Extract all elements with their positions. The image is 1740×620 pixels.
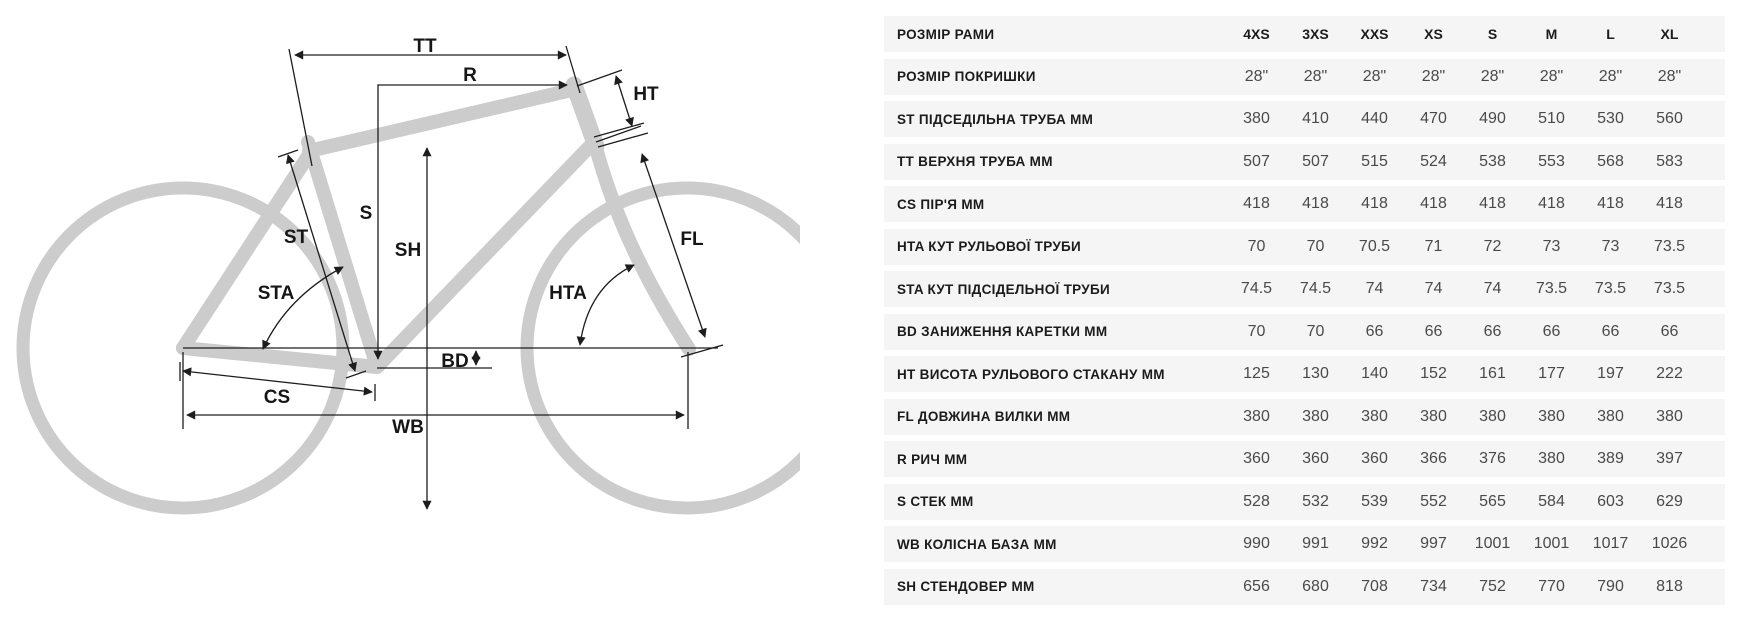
table-header-row <box>884 16 1725 52</box>
cell-value: 629 <box>1656 492 1683 510</box>
cell-value: 28" <box>1303 67 1328 85</box>
head-tube <box>574 85 596 146</box>
cell-value: 66 <box>1601 322 1620 340</box>
break-mark-2 <box>598 133 648 147</box>
table-row <box>884 101 1725 137</box>
cell-value: 72 <box>1483 237 1502 255</box>
cell-value: 656 <box>1243 577 1270 595</box>
label-r: R <box>463 65 477 86</box>
st-tick-bottom <box>346 371 366 378</box>
cell-value: 73 <box>1542 237 1561 255</box>
row-label: CS ПІР'Я ММ <box>897 196 985 212</box>
cell-value: 530 <box>1597 110 1624 127</box>
cell-value: 66 <box>1483 322 1502 340</box>
cell-value: 539 <box>1361 492 1388 510</box>
cell-value: 130 <box>1302 365 1329 382</box>
cell-value: 990 <box>1243 535 1270 552</box>
table-row <box>884 569 1725 605</box>
cell-value: 74 <box>1424 280 1443 297</box>
cell-value: 553 <box>1538 152 1565 170</box>
cell-value: 73.5 <box>1653 280 1686 297</box>
table-row <box>884 356 1725 392</box>
cell-value: 28" <box>1598 67 1623 85</box>
size-column-header: XL <box>1660 26 1679 42</box>
label-sta: STA <box>257 283 295 304</box>
cell-value: 752 <box>1479 577 1506 595</box>
cell-value: 380 <box>1656 407 1683 425</box>
cell-value: 380 <box>1538 407 1565 425</box>
cell-value: 380 <box>1302 407 1329 425</box>
cell-value: 532 <box>1302 492 1329 510</box>
cell-value: 418 <box>1538 195 1565 212</box>
cell-value: 510 <box>1538 110 1565 127</box>
cell-value: 584 <box>1538 492 1565 510</box>
break-mark-1 <box>594 123 644 137</box>
table-row <box>884 186 1725 222</box>
row-label: WB КОЛІСНА БАЗА ММ <box>897 536 1057 552</box>
size-column-header: XS <box>1424 26 1443 42</box>
row-label: РОЗМІР ПОКРИШКИ <box>897 69 1036 84</box>
cell-value: 73.5 <box>1653 237 1686 255</box>
label-cs: CS <box>263 387 291 408</box>
ht-dimension-line <box>616 76 632 126</box>
cell-value: 389 <box>1597 450 1624 467</box>
cell-value: 515 <box>1361 152 1388 170</box>
cell-value: 70 <box>1306 322 1325 340</box>
row-label: R РИЧ ММ <box>897 451 968 467</box>
cell-value: 177 <box>1538 365 1565 382</box>
table-row <box>884 144 1725 180</box>
label-hta: HTA <box>549 283 587 304</box>
size-column-header: M <box>1545 26 1558 42</box>
cell-value: 28" <box>1421 67 1446 85</box>
cell-value: 418 <box>1597 195 1624 212</box>
table-row <box>884 526 1725 562</box>
cell-value: 380 <box>1597 407 1624 425</box>
frame-size-header-label: РОЗМІР РАМИ <box>897 26 995 42</box>
cell-value: 418 <box>1656 195 1683 212</box>
table-row <box>884 484 1725 520</box>
row-label: STA КУТ ПІДСІДЕЛЬНОЇ ТРУБИ <box>897 281 1110 297</box>
table-row <box>884 271 1725 307</box>
table-row <box>884 441 1725 477</box>
cell-value: 140 <box>1361 365 1388 382</box>
size-column-header: L <box>1606 26 1615 42</box>
cell-value: 1001 <box>1474 535 1511 552</box>
cell-value: 74.5 <box>1299 280 1332 297</box>
row-label: HT ВИСОТА РУЛЬОВОГО СТАКАНУ ММ <box>897 366 1165 382</box>
cell-value: 991 <box>1302 535 1329 552</box>
table-row <box>884 399 1725 435</box>
dimension-labels <box>258 36 704 438</box>
cell-value: 66 <box>1424 322 1443 340</box>
cell-value: 70 <box>1247 322 1266 340</box>
cell-value: 470 <box>1420 110 1447 127</box>
row-label: HTA КУТ РУЛЬОВОЇ ТРУБИ <box>897 239 1082 254</box>
cell-value: 818 <box>1656 577 1683 595</box>
cell-value: 125 <box>1243 365 1270 382</box>
label-fl: FL <box>680 229 704 250</box>
row-label: FL ДОВЖИНА ВИЛКИ ММ <box>897 409 1071 424</box>
cell-value: 380 <box>1243 110 1270 127</box>
cell-value: 490 <box>1479 110 1506 127</box>
cell-value: 360 <box>1302 450 1329 467</box>
size-column-header: 3XS <box>1302 26 1329 42</box>
cell-value: 71 <box>1424 237 1443 255</box>
cell-value: 790 <box>1597 577 1624 595</box>
size-column-header: S <box>1487 26 1498 42</box>
cell-value: 70.5 <box>1358 237 1391 255</box>
cell-value: 565 <box>1479 492 1506 510</box>
cell-value: 74.5 <box>1240 280 1273 297</box>
cell-value: 992 <box>1361 535 1388 552</box>
cell-value: 680 <box>1302 577 1329 595</box>
table-row <box>884 314 1725 350</box>
cell-value: 28" <box>1657 67 1682 85</box>
cell-value: 28" <box>1244 67 1269 85</box>
cell-value: 366 <box>1420 450 1447 467</box>
cell-value: 1017 <box>1592 535 1629 552</box>
cell-value: 380 <box>1538 450 1565 467</box>
cell-value: 528 <box>1243 492 1270 510</box>
label-bd: BD <box>441 351 469 372</box>
cell-value: 73 <box>1601 237 1620 255</box>
cell-value: 708 <box>1361 577 1388 595</box>
cell-value: 376 <box>1479 450 1506 467</box>
cell-value: 152 <box>1420 365 1447 382</box>
cell-value: 28" <box>1480 67 1505 85</box>
cell-value: 360 <box>1243 450 1270 467</box>
cell-value: 418 <box>1361 195 1388 212</box>
cell-value: 997 <box>1420 535 1447 552</box>
label-ht: HT <box>633 84 659 105</box>
cell-value: 583 <box>1656 152 1683 170</box>
cell-value: 222 <box>1656 365 1683 382</box>
cell-value: 70 <box>1247 237 1266 255</box>
cell-value: 440 <box>1361 110 1388 127</box>
cell-value: 74 <box>1483 280 1502 297</box>
cell-value: 73.5 <box>1535 280 1568 297</box>
cell-value: 507 <box>1302 152 1329 170</box>
cell-value: 73.5 <box>1594 280 1627 297</box>
cell-value: 397 <box>1656 450 1683 467</box>
cell-value: 1026 <box>1651 535 1688 552</box>
cell-value: 410 <box>1302 110 1329 127</box>
cell-value: 380 <box>1479 407 1506 425</box>
fork-tube <box>595 144 689 349</box>
cell-value: 603 <box>1597 492 1624 510</box>
cell-value: 1001 <box>1533 535 1570 552</box>
bike-frame <box>23 85 800 508</box>
cell-value: 538 <box>1479 152 1506 170</box>
cell-value: 418 <box>1243 195 1270 212</box>
cell-value: 418 <box>1479 195 1506 212</box>
label-s: S <box>359 203 373 224</box>
geometry-table <box>884 16 1725 611</box>
cell-value: 418 <box>1302 195 1329 212</box>
cell-value: 568 <box>1597 152 1624 170</box>
label-st: ST <box>283 227 309 248</box>
row-label: SH СТЕНДОВЕР ММ <box>897 579 1035 594</box>
cell-value: 66 <box>1542 322 1561 340</box>
row-label: ST ПІДСЕДІЛЬНА ТРУБА ММ <box>897 111 1094 127</box>
cell-value: 74 <box>1365 280 1384 297</box>
cell-value: 507 <box>1243 152 1270 170</box>
cell-value: 28" <box>1362 67 1387 85</box>
label-sh: SH <box>394 240 422 261</box>
cell-value: 197 <box>1597 365 1624 382</box>
label-tt: TT <box>413 36 437 57</box>
cell-value: 66 <box>1660 322 1679 340</box>
seat-stay-tube <box>183 153 310 348</box>
cell-value: 66 <box>1365 322 1384 340</box>
row-label: BD ЗАНИЖЕННЯ КАРЕТКИ ММ <box>897 324 1108 339</box>
table-row <box>884 59 1725 95</box>
cell-value: 734 <box>1420 577 1447 595</box>
cell-value: 524 <box>1420 152 1447 170</box>
row-label: S СТЕК ММ <box>897 494 974 509</box>
cell-value: 360 <box>1361 450 1388 467</box>
ht-tick-top <box>577 70 622 86</box>
bike-geometry-diagram <box>0 0 800 620</box>
cell-value: 770 <box>1538 577 1565 595</box>
cell-value: 380 <box>1361 407 1388 425</box>
cell-value: 560 <box>1656 110 1683 127</box>
size-column-header: XXS <box>1360 26 1389 42</box>
cell-value: 418 <box>1420 195 1447 212</box>
table-row <box>884 229 1725 265</box>
cell-value: 380 <box>1243 407 1270 425</box>
seat-axis-extension <box>289 49 312 166</box>
row-label: TT ВЕРХНЯ ТРУБА ММ <box>897 154 1053 169</box>
cell-value: 552 <box>1420 492 1447 510</box>
top-tube <box>309 89 576 151</box>
hta-angle-arc <box>580 265 634 345</box>
cell-value: 70 <box>1306 237 1325 255</box>
cell-value: 161 <box>1479 365 1506 382</box>
size-column-header: 4XS <box>1243 26 1270 42</box>
cell-value: 380 <box>1420 407 1447 425</box>
cell-value: 28" <box>1539 67 1564 85</box>
label-wb: WB <box>392 417 424 438</box>
